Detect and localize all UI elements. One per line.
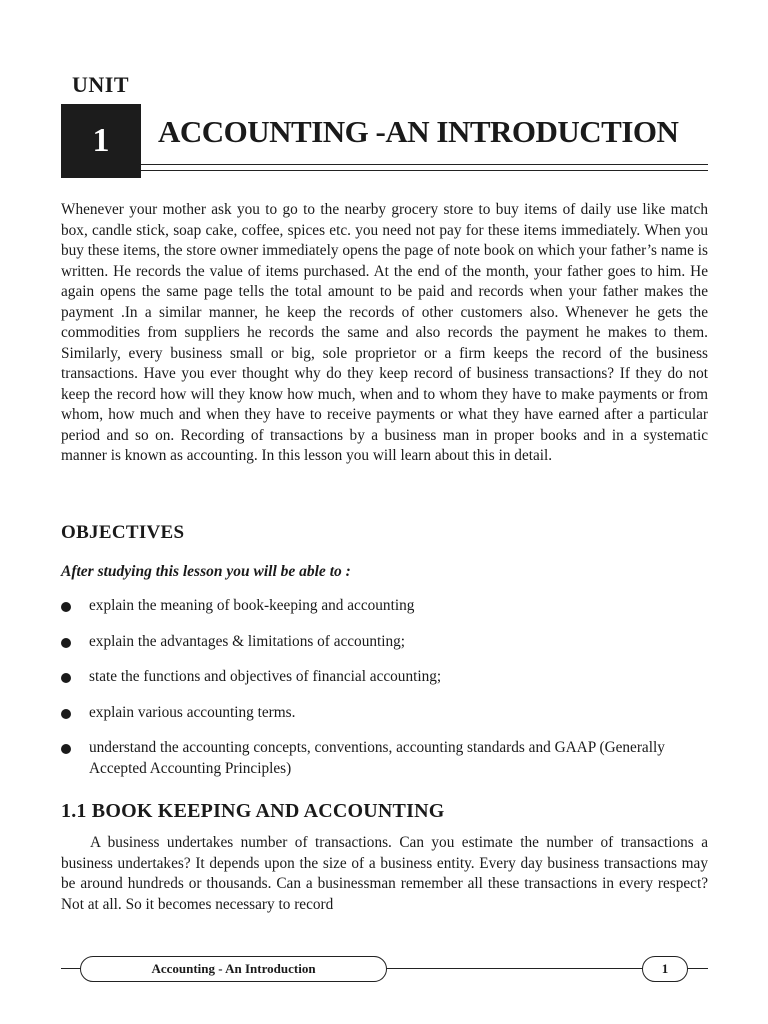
section-heading: 1.1 BOOK KEEPING AND ACCOUNTING	[61, 800, 445, 822]
chapter-title: ACCOUNTING -AN INTRODUCTION	[158, 114, 679, 149]
bullet-icon	[61, 744, 71, 754]
objective-item	[61, 596, 711, 617]
unit-label: UNIT	[72, 72, 130, 97]
objective-item	[61, 667, 711, 688]
footer-running-title	[80, 956, 387, 982]
objective-text: explain various accounting terms.	[89, 703, 296, 721]
objectives-intro: After studying this lesson you will be able to :	[61, 563, 351, 580]
objective-item	[61, 703, 711, 724]
objective-item	[61, 632, 711, 653]
section-paragraph: A business undertakes number of transactions. Can you estimate the number of transactions a business undertakes? It depends upon the size of a business entity. Every day business transactions may be around hundreds or thousands. Can a businessman remember all these transactions in every respect? Not at all. So it becomes necessary to record	[61, 834, 708, 913]
footer-title-text: Accounting - An Introduction	[151, 961, 316, 976]
objectives-heading: OBJECTIVES	[61, 522, 185, 543]
title-rule-upper	[141, 164, 708, 165]
objective-text: state the functions and objectives of financial accounting;	[89, 668, 442, 685]
bullet-icon	[61, 709, 71, 719]
objectives-list	[61, 596, 711, 794]
bullet-icon	[61, 602, 71, 612]
page-number-badge	[642, 956, 688, 982]
bullet-icon	[61, 638, 71, 648]
bullet-icon	[61, 673, 71, 683]
objective-text: explain the advantages & limitations of accounting;	[89, 632, 406, 650]
unit-number: 1	[92, 122, 110, 159]
objective-text: explain the meaning of book-keeping and accounting	[89, 597, 415, 614]
intro-paragraph: Whenever your mother ask you to go to the nearby grocery store to buy items of daily use like match box, candle stick, soap cake, coffee, spices etc. you need not pay for these items immediately. When you buy these items, the store owner immediately opens the page of note book on which your father’s name is written. He records the value of items purchased. At the end of the month, your father goes to him. He again opens the same page tells the total amount to be paid and records when your father makes the payment .In a similar manner, he keep the records of other customers also. Whenever he gets the commodities from suppliers he records the same and also records the payment he makes to them. Similarly, every business small or big, sole proprietor or a firm keeps the record of the business transactions. Have you ever thought why do they keep record of business transactions? If they do not keep the record how will they know how much, when and to whom they have to make payments or from whom, how much and when they have to receive payments or what they have earned after a particular period and so on. Recording of transactions by a business man in proper books and in a systematic manner is known as accounting. In this lesson you will learn about this in detail.	[61, 201, 708, 464]
title-rule-lower	[141, 170, 708, 171]
unit-number-box	[61, 104, 141, 178]
page-number: 1	[661, 961, 669, 976]
objective-text: understand the accounting concepts, conventions, accounting standards and GAAP (Generally Accepted Accounting Principles)	[89, 739, 665, 777]
objective-item	[61, 738, 711, 779]
